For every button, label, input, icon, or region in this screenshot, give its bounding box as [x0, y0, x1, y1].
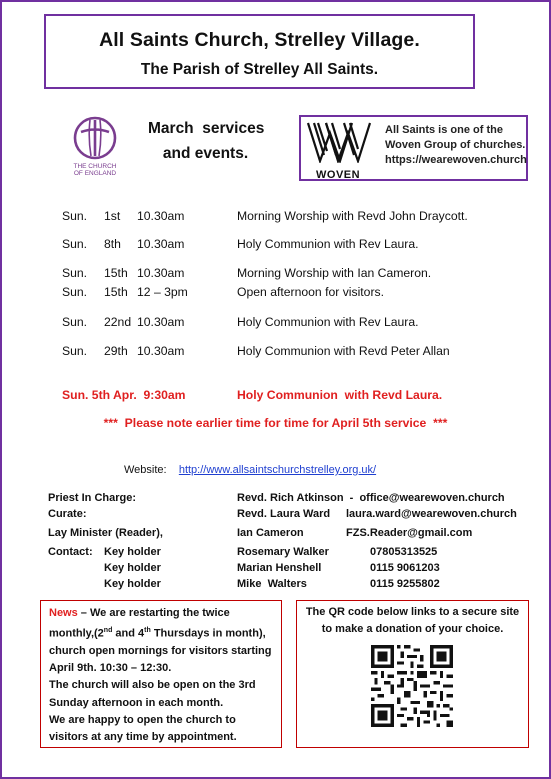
keyholder-label: Key holder	[104, 578, 161, 590]
woven-box	[299, 115, 528, 181]
notice-banner: *** Please note earlier time for time for April 5th service ***	[103, 416, 448, 430]
heading-line1: March services	[148, 120, 265, 137]
page-subtitle: The Parish of Strelley All Saints.	[140, 61, 379, 78]
keyholder-phone: 0115 9061203	[370, 562, 440, 574]
service-date: 15th	[104, 266, 128, 280]
coe-line1: THE CHURCH	[73, 163, 117, 170]
april-service-desc: Holy Communion with Revd Laura.	[237, 388, 443, 402]
qr-text: The QR code below links to a secure site to make a donation of your choice.	[305, 606, 520, 635]
curate-email: laura.ward@wearewoven.church	[346, 508, 517, 520]
service-row	[2, 285, 549, 301]
church-of-england-cross-icon	[72, 115, 118, 161]
april-service-row	[2, 388, 549, 404]
news-para3: We are happy to open the church to visitors at any time by appointment.	[49, 713, 237, 744]
heading-line2: and events.	[162, 145, 249, 162]
news-mid: and 4	[112, 627, 145, 640]
service-time: 10.30am	[137, 237, 185, 251]
service-date: 8th	[104, 237, 121, 251]
woven-w-icon	[306, 121, 372, 163]
news-para2: The church will also be open on the 3rd Sunday afternoon in each month.	[49, 679, 256, 709]
service-day: Sun.	[62, 315, 88, 329]
service-row	[2, 237, 549, 253]
service-date: 1st	[104, 209, 121, 223]
news-rest: Thursdays in month), church open mornings for visitors starting April 9th. 10:30 – 12:30.	[49, 627, 272, 675]
news-intro: – We are restarting the twice monthly,(2	[49, 607, 230, 640]
service-day: Sun.	[62, 237, 88, 251]
service-time: 10.30am	[137, 209, 185, 223]
woven-logo-text: WOVEN	[316, 169, 361, 181]
keyholder-phone: 07805313525	[370, 546, 438, 558]
service-desc: Morning Worship with Revd John Draycott.	[237, 209, 468, 223]
priest-value: Revd. Rich Atkinson - office@wearewoven.church	[237, 492, 505, 504]
keyholder-label: Key holder	[104, 546, 161, 558]
news-para1	[49, 605, 275, 677]
service-day: Sun.	[62, 209, 88, 223]
keyholder-label: Key holder	[104, 562, 161, 574]
service-row	[2, 344, 549, 360]
qr-box	[296, 600, 529, 748]
service-time: 12 – 3pm	[137, 285, 188, 299]
church-of-england-logo	[65, 115, 125, 179]
qr-code-icon[interactable]	[371, 645, 453, 727]
service-time: 10.30am	[137, 344, 185, 358]
service-time: 10.30am	[137, 266, 185, 280]
lay-minister-label: Lay Minister (Reader),	[48, 527, 163, 539]
woven-line1: All Saints is one of the	[385, 124, 503, 136]
keyholder-name: Mike Walters	[237, 578, 307, 590]
news-sup1: nd	[103, 627, 113, 635]
news-box	[40, 600, 282, 748]
service-row	[2, 266, 549, 282]
service-row	[2, 209, 549, 225]
service-desc: Holy Communion with Revd Peter Allan	[237, 344, 450, 358]
service-date: 29th	[104, 344, 128, 358]
priest-label: Priest In Charge:	[48, 492, 137, 504]
lay-minister-name: Ian Cameron	[237, 527, 304, 539]
news-label: News	[49, 607, 78, 619]
service-time: 10.30am	[137, 315, 185, 329]
website-label: Website:	[124, 464, 167, 476]
coe-line2: OF ENGLAND	[73, 170, 117, 177]
website-line	[124, 464, 376, 476]
service-date: 15th	[104, 285, 128, 299]
april-service-when: Sun. 5th Apr. 9:30am	[62, 388, 186, 402]
service-desc: Holy Communion with Rev Laura.	[237, 315, 419, 329]
woven-logo	[306, 121, 372, 181]
news-sup2: th	[144, 627, 151, 635]
woven-url: https://wearewoven.church	[385, 154, 527, 166]
keyholder-phone: 0115 9255802	[370, 578, 440, 590]
service-desc: Holy Communion with Rev Laura.	[237, 237, 419, 251]
service-desc: Morning Worship with Ian Cameron.	[237, 266, 432, 280]
section-heading	[148, 116, 263, 166]
service-desc: Open afternoon for visitors.	[237, 285, 384, 299]
woven-description	[385, 123, 527, 168]
service-day: Sun.	[62, 266, 88, 280]
contacts-section	[2, 492, 549, 592]
keyholder-name: Marian Henshell	[237, 562, 322, 574]
keyholder-name: Rosemary Walker	[237, 546, 329, 558]
service-day: Sun.	[62, 285, 88, 299]
lay-minister-email: FZS.Reader@gmail.com	[346, 527, 473, 539]
title-box	[44, 14, 475, 89]
service-day: Sun.	[62, 344, 88, 358]
website-link[interactable]: http://www.allsaintschurchstrelley.org.uk/	[178, 464, 377, 476]
curate-name: Revd. Laura Ward	[237, 508, 331, 520]
curate-label: Curate:	[48, 508, 87, 520]
service-date: 22nd	[104, 315, 132, 329]
woven-line2: Woven Group of churches.	[385, 139, 526, 151]
service-row	[2, 315, 549, 331]
page-title: All Saints Church, Strelley Village.	[99, 29, 420, 51]
contact-label: Contact:	[48, 546, 93, 558]
